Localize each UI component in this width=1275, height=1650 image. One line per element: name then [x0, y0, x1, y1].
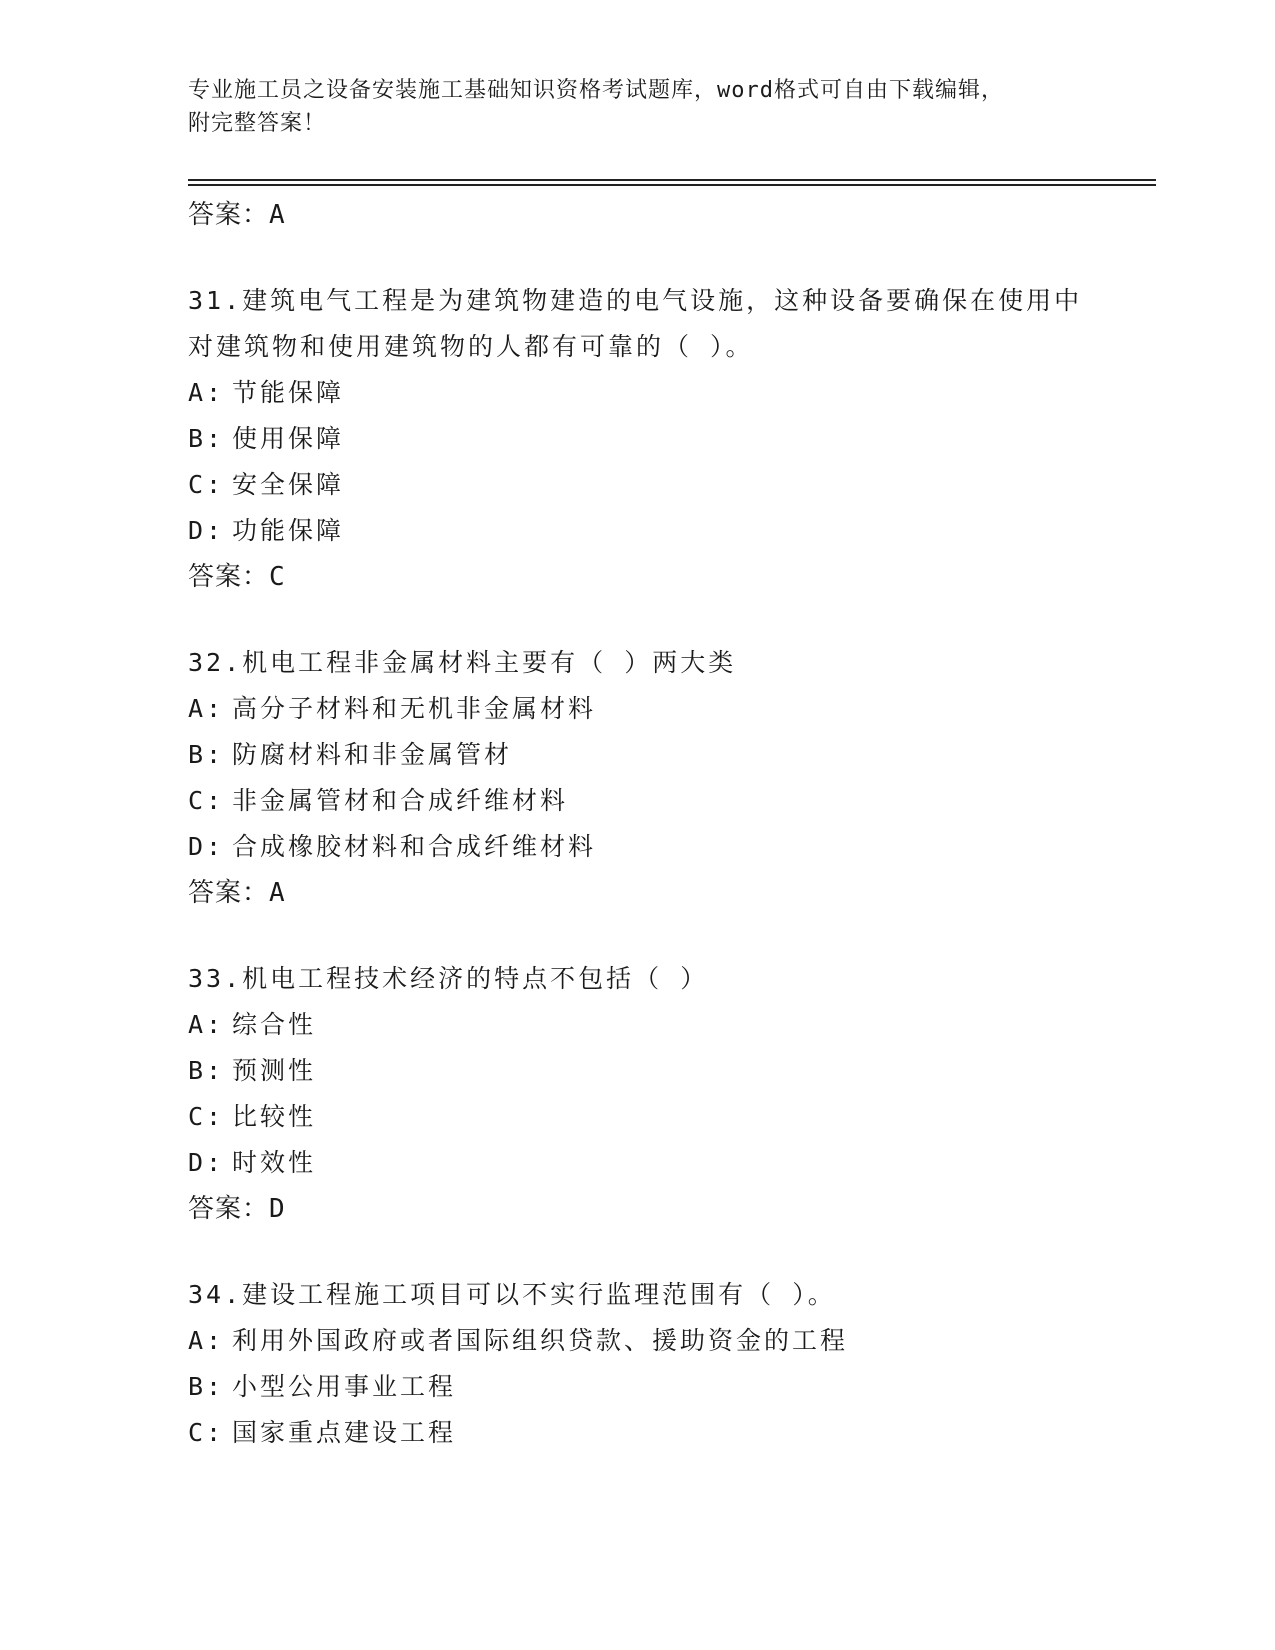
option-d — [188, 508, 1088, 554]
header-divider-bottom — [188, 184, 1156, 186]
option-key: C: — [188, 1418, 225, 1447]
option-a — [188, 1002, 1088, 1048]
option-c — [188, 1410, 1088, 1456]
option-a — [188, 370, 1088, 416]
question-stem: 32.机电工程非金属材料主要有（ ）两大类 — [188, 648, 737, 677]
option-text: 非金属管材和合成纤维材料 — [232, 786, 569, 815]
option-key: C: — [188, 1102, 225, 1131]
option-b — [188, 416, 1088, 462]
option-text: 国家重点建设工程 — [232, 1418, 457, 1447]
question-33 — [188, 956, 1088, 1232]
option-text: 防腐材料和非金属管材 — [232, 740, 513, 769]
option-text: 功能保障 — [232, 516, 345, 545]
question-list — [188, 192, 1088, 1496]
option-key: A: — [188, 1326, 225, 1355]
option-text: 利用外国政府或者国际组织贷款、援助资金的工程 — [232, 1326, 849, 1355]
option-text: 使用保障 — [232, 424, 345, 453]
option-b — [188, 732, 1088, 778]
header-divider-top — [188, 179, 1156, 181]
option-key: C: — [188, 470, 225, 499]
question-answer: 答案：D — [188, 1194, 286, 1224]
option-key: D: — [188, 832, 225, 861]
header-line-2: 附完整答案！ — [188, 111, 327, 136]
option-key: B: — [188, 1056, 225, 1085]
option-a — [188, 686, 1088, 732]
option-key: A: — [188, 378, 225, 407]
option-key: A: — [188, 1010, 225, 1039]
question-32 — [188, 640, 1088, 916]
previous-answer: 答案：A — [188, 200, 286, 230]
option-text: 时效性 — [232, 1148, 317, 1177]
option-c — [188, 462, 1088, 508]
option-key: B: — [188, 1372, 225, 1401]
question-answer: 答案：C — [188, 562, 286, 592]
option-text: 合成橡胶材料和合成纤维材料 — [232, 832, 597, 861]
option-text: 安全保障 — [232, 470, 345, 499]
option-key: A: — [188, 694, 225, 723]
option-text: 节能保障 — [232, 378, 345, 407]
question-stem: 33.机电工程技术经济的特点不包括（ ） — [188, 964, 709, 993]
option-text: 比较性 — [232, 1102, 317, 1131]
option-text: 综合性 — [232, 1010, 317, 1039]
option-key: D: — [188, 516, 225, 545]
question-31 — [188, 278, 1088, 600]
question-answer: 答案：A — [188, 878, 286, 908]
option-d — [188, 824, 1088, 870]
question-stem: 34.建设工程施工项目可以不实行监理范围有（ ）。 — [188, 1280, 836, 1309]
question-34 — [188, 1272, 1088, 1456]
option-c — [188, 778, 1088, 824]
option-text: 小型公用事业工程 — [232, 1372, 457, 1401]
option-b — [188, 1364, 1088, 1410]
option-text: 预测性 — [232, 1056, 317, 1085]
option-a — [188, 1318, 1088, 1364]
option-d — [188, 1140, 1088, 1186]
option-key: B: — [188, 424, 225, 453]
option-key: D: — [188, 1148, 225, 1177]
header-line-1: 专业施工员之设备安装施工基础知识资格考试题库，word格式可自由下载编辑， — [188, 78, 1004, 103]
option-key: B: — [188, 740, 225, 769]
option-b — [188, 1048, 1088, 1094]
document-header — [188, 74, 1088, 140]
option-c — [188, 1094, 1088, 1140]
question-stem: 31.建筑电气工程是为建筑物建造的电气设施，这种设备要确保在使用中对建筑物和使用建筑物的人都有可靠的（ ）。 — [188, 286, 1083, 361]
option-text: 高分子材料和无机非金属材料 — [232, 694, 597, 723]
option-key: C: — [188, 786, 225, 815]
